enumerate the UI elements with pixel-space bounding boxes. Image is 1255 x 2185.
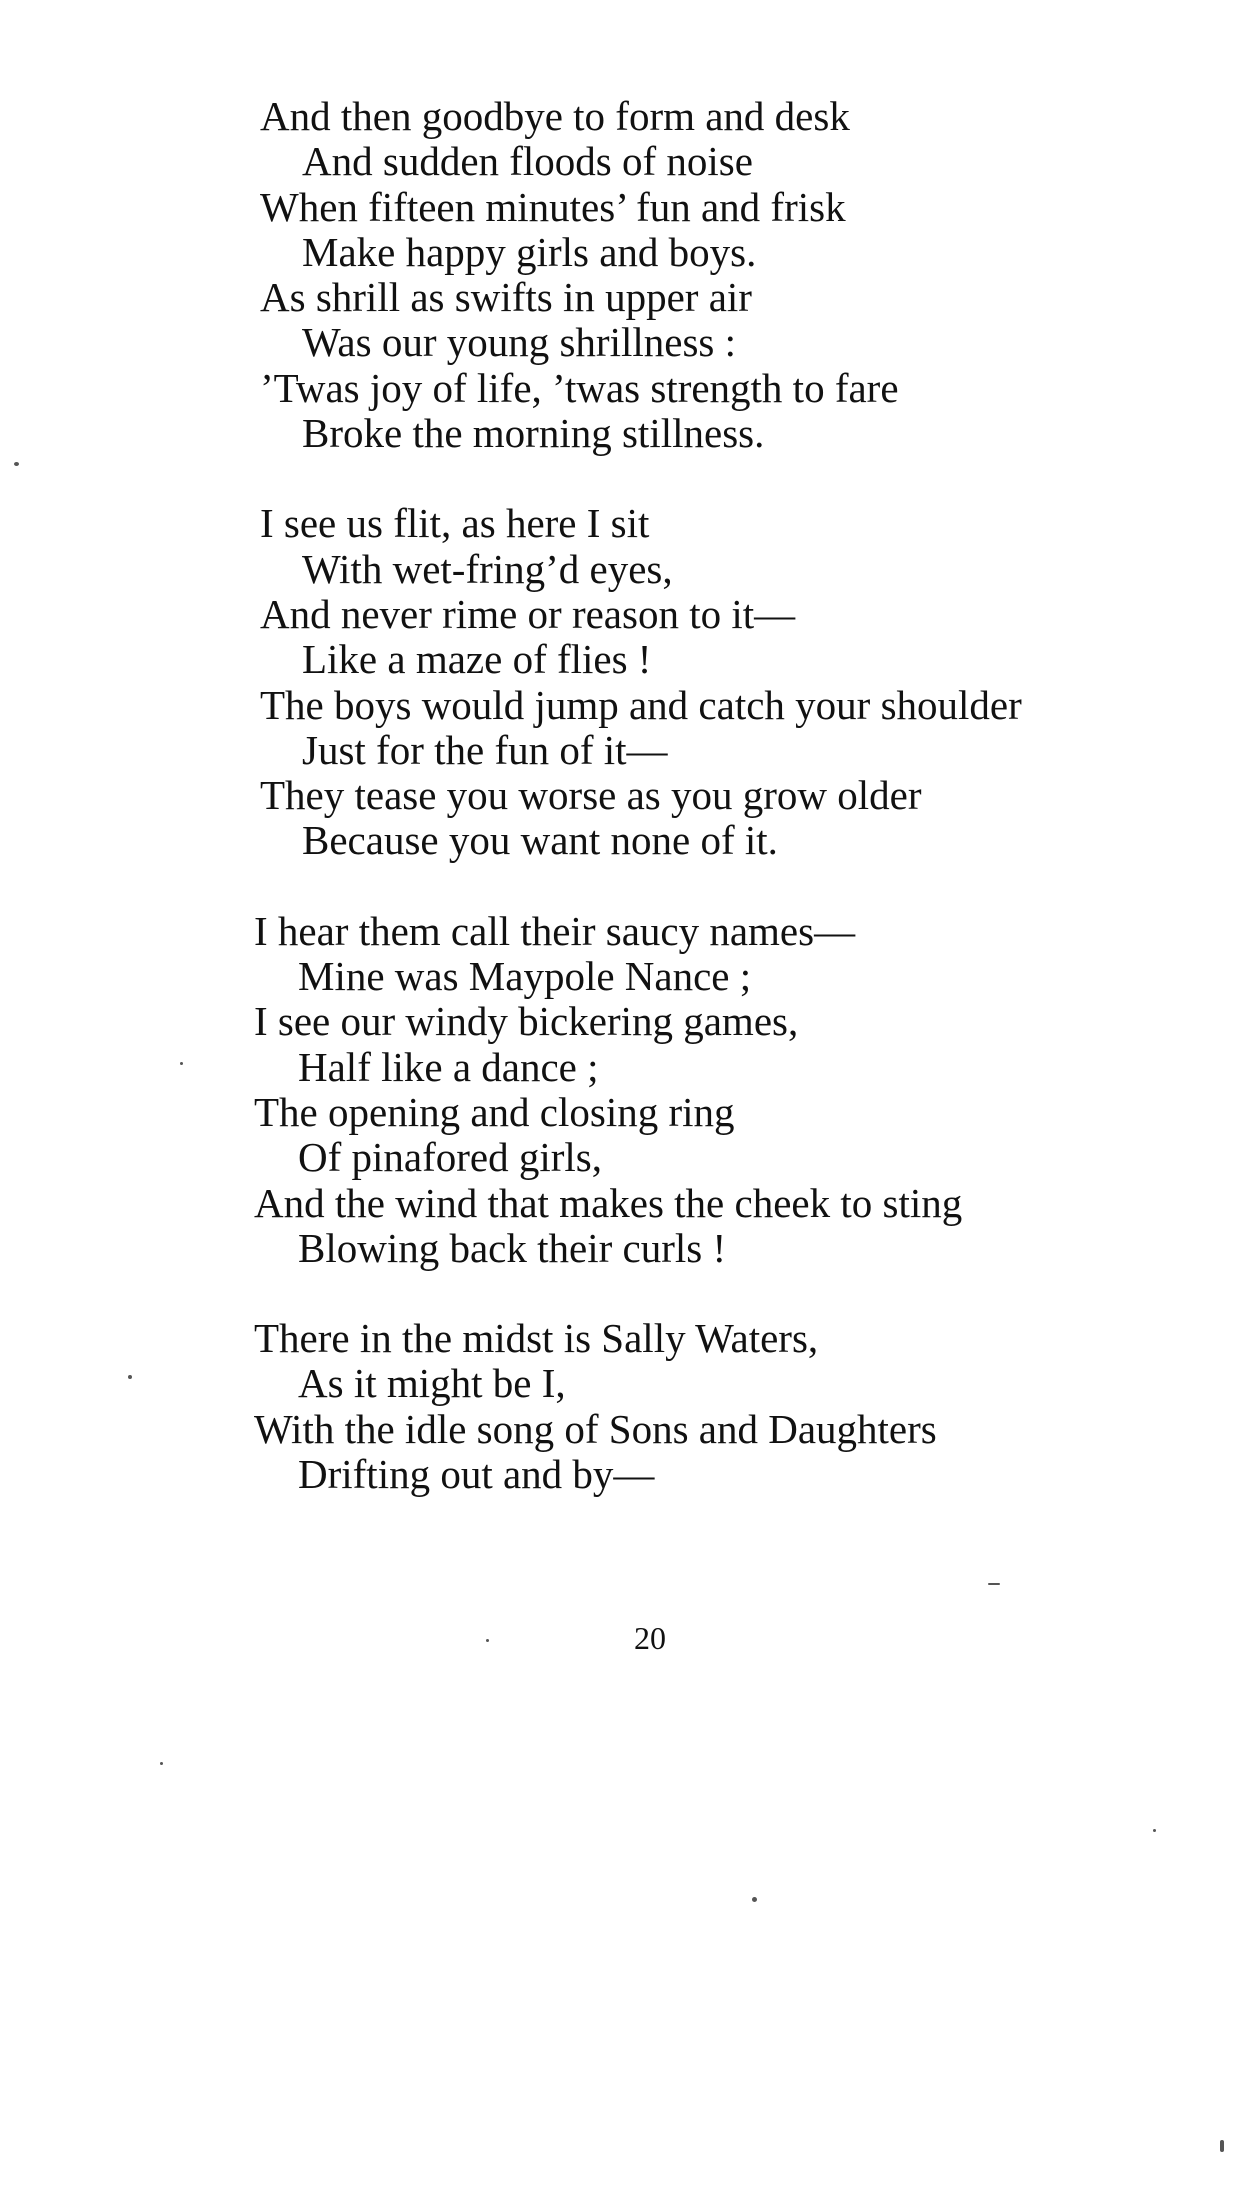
poem-line: As shrill as swifts in upper air <box>260 274 752 321</box>
poem-line: Just for the fun of it— <box>302 726 668 773</box>
stanza-4 <box>254 1315 1200 1498</box>
poem-line: And never rime or reason to it— <box>260 590 796 637</box>
scan-speck <box>180 1062 183 1065</box>
scan-speck <box>486 1639 489 1642</box>
scan-speck <box>1220 2140 1224 2152</box>
poem-line: Because you want none of it. <box>302 817 778 864</box>
poem-line: They tease you worse as you grow older <box>260 772 922 819</box>
stanza-3 <box>254 907 1200 1271</box>
poem-line: The boys would jump and catch your shoulder <box>260 681 1022 728</box>
poem <box>254 93 1200 1542</box>
poem-line: Of pinafored girls, <box>298 1134 602 1181</box>
poem-line: Was our young shrillness : <box>302 319 737 366</box>
poem-line: Half like a dance ; <box>298 1043 599 1090</box>
scan-speck <box>1153 1829 1156 1832</box>
poem-line: I see us flit, as here I sit <box>260 500 650 547</box>
poem-line: And sudden floods of noise <box>302 138 753 185</box>
poem-line: I hear them call their saucy names— <box>254 907 856 954</box>
stanza-2 <box>260 501 1200 863</box>
poem-line: I see our windy bickering games, <box>254 998 799 1045</box>
scan-speck <box>988 1583 1000 1585</box>
poem-line: Broke the morning stillness. <box>302 410 765 457</box>
poem-line: And then goodbye to form and desk <box>260 93 850 139</box>
scan-speck <box>128 1375 132 1379</box>
poem-line: When fifteen minutes’ fun and frisk <box>260 183 846 230</box>
poem-line: The opening and closing ring <box>254 1088 735 1135</box>
scan-speck <box>160 1762 163 1765</box>
poem-line: With wet-fring’d eyes, <box>302 545 673 592</box>
poem-line: ’Twas joy of life, ’twas strength to fare <box>260 364 899 411</box>
stanza-1 <box>260 94 1200 456</box>
poem-line: And the wind that makes the cheek to sting <box>254 1179 963 1226</box>
poem-line: Blowing back their curls ! <box>298 1224 727 1271</box>
scan-speck <box>752 1897 757 1902</box>
scan-speck <box>14 462 19 466</box>
poem-line: Mine was Maypole Nance ; <box>298 953 752 1000</box>
poem-line: With the idle song of Sons and Daughters <box>254 1405 937 1452</box>
poem-line: Make happy girls and boys. <box>302 228 757 275</box>
poem-line: Drifting out and by— <box>298 1451 655 1498</box>
page-number: 20 <box>634 1620 666 1656</box>
poem-line: As it might be I, <box>298 1360 566 1407</box>
poem-line: There in the midst is Sally Waters, <box>254 1315 819 1362</box>
poem-line: Like a maze of flies ! <box>302 636 652 683</box>
